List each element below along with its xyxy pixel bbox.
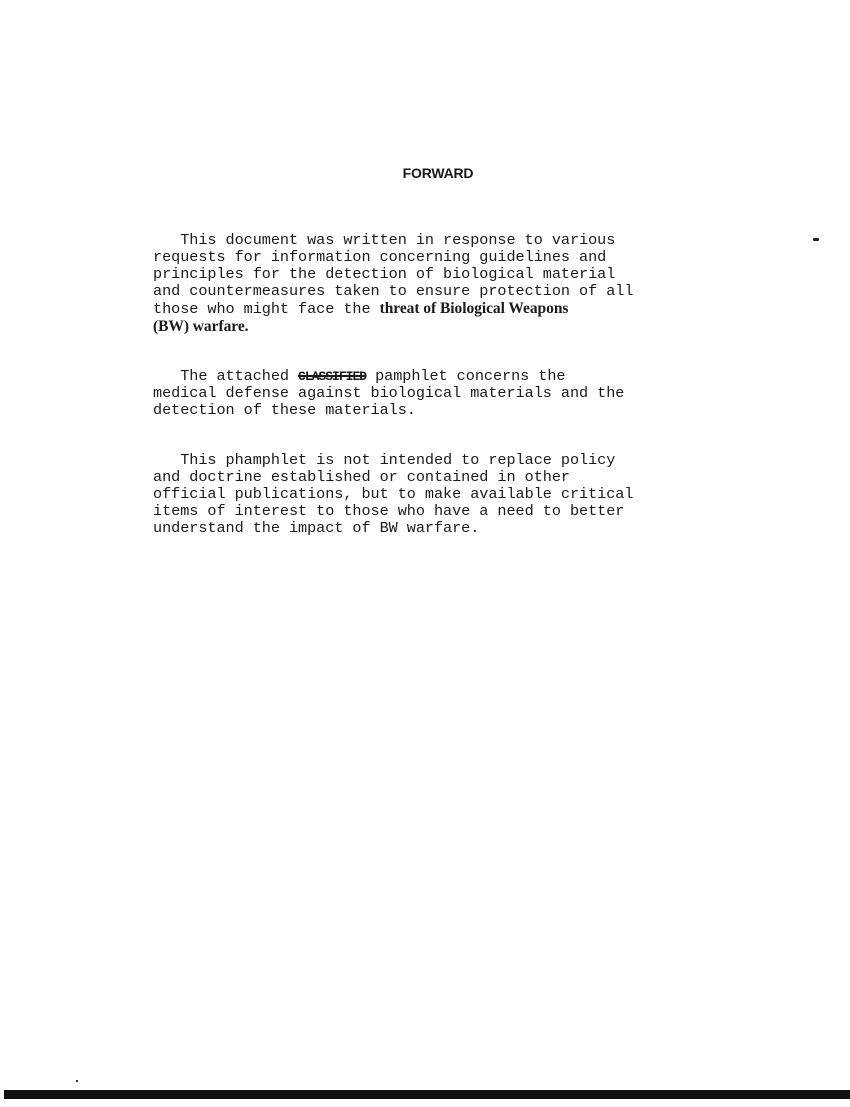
paragraph-pamphlet (153, 368, 773, 419)
paragraph-disclaimer (153, 452, 773, 537)
paragraph-line: those who might face the (153, 300, 380, 318)
struck-classification-word: CLASSIFIED (298, 369, 367, 384)
paragraph-line: medical defense against biological materials and the (153, 384, 625, 402)
paragraph-line: and doctrine established or contained in other (153, 468, 570, 486)
scan-speck (76, 1080, 78, 1082)
paragraph-line: requests for information concerning guidelines and (153, 248, 607, 266)
paragraph-line: pamphlet concerns the (366, 367, 566, 385)
page-title: FORWARD (402, 165, 474, 181)
paragraph-purpose (153, 232, 773, 336)
scan-bottom-edge (4, 1090, 850, 1099)
paragraph-line: The attached (153, 367, 299, 385)
paragraph-line: understand the impact of BW warfare. (153, 519, 480, 537)
paragraph-line: official publications, but to make available critical (153, 485, 634, 503)
paragraph-line: detection of these materials. (153, 401, 416, 419)
paragraph-line: This document was written in response to various (153, 231, 616, 249)
paragraph-line: items of interest to those who have a need to better (153, 502, 625, 520)
paragraph-line: and countermeasures taken to ensure protection of all (153, 282, 634, 300)
paragraph-line: principles for the detection of biological material (153, 265, 616, 283)
margin-mark (813, 238, 819, 241)
paragraph-line: This phamphlet is not intended to replace policy (153, 451, 616, 469)
bold-phrase: (BW) warfare. (153, 318, 249, 335)
bold-phrase: threat of Biological Weapons (379, 300, 569, 317)
